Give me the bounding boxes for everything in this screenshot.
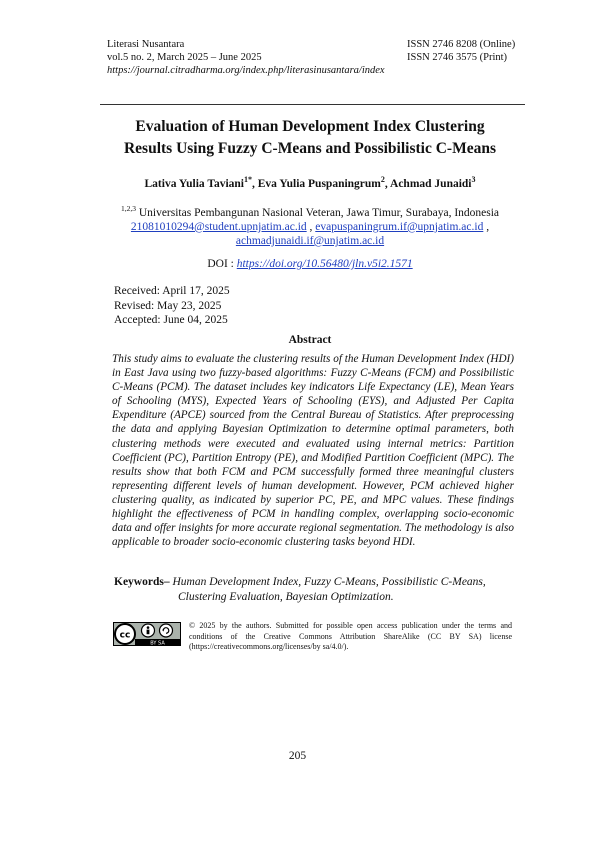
abstract-heading: Abstract xyxy=(288,334,332,346)
keywords-line-1 xyxy=(114,574,486,591)
journal-url[interactable]: https://journal.citradharma.org/index.php/literasinusantara/index xyxy=(107,65,385,76)
author-3-sup: 3 xyxy=(471,175,476,184)
email-sep-2: , xyxy=(483,220,490,233)
email-link-3[interactable]: achmadjunaidi.if@unjatim.ac.id xyxy=(235,234,385,247)
running-header-left xyxy=(107,38,385,77)
author-3: Achmad Junaidi xyxy=(390,177,472,190)
issn-print: ISSN 2746 3575 (Print) xyxy=(407,52,508,63)
issue-info: vol.5 no. 2, March 2025 – June 2025 xyxy=(107,52,262,63)
author-list xyxy=(60,175,560,190)
issn-online: ISSN 2746 8208 (Online) xyxy=(407,39,516,50)
email-link-1[interactable]: 21081010294@student.upnjatim.ac.id xyxy=(130,220,307,233)
doi-label: DOI : xyxy=(207,258,237,270)
author-sep-2: , xyxy=(384,177,391,190)
keywords-label: Keywords– xyxy=(114,576,170,588)
running-header-right xyxy=(407,38,515,64)
keywords-text-1: Human Development Index, Fuzzy C-Means, Possibilistic C-Means, xyxy=(169,576,486,588)
author-sep-1: , xyxy=(252,177,258,190)
doi-line xyxy=(60,258,560,270)
svg-text:cc: cc xyxy=(119,630,131,641)
received-date: Received: April 17, 2025 xyxy=(114,285,230,297)
email-link-2[interactable]: evapuspaningrum.if@upnjatim.ac.id xyxy=(315,220,484,233)
title-line-1: Evaluation of Human Development Index Clustering xyxy=(135,118,485,135)
revised-date: Revised: May 23, 2025 xyxy=(114,299,222,312)
page-number: 205 xyxy=(288,750,307,762)
title-line-2: Results Using Fuzzy C-Means and Possibilistic C-Means xyxy=(123,140,496,157)
cc-by-sa-badge[interactable] xyxy=(113,622,181,646)
paper-title xyxy=(60,116,560,160)
abstract-body: This study aims to evaluate the clustering results of the Human Development Index (HDI) in East Java using two fuzzy-based algorithms: Fuzzy C-Means (FCM) and Possibilistic C-Means (PCM). The dataset includes key indicators Life Expectancy (LE), Mean Years of Schooling (MYS), Expected Years of Schooling (EYS), and Adjusted Per Capita Expenditure (APCE) sourced from the Central Bureau of Statistics. After preprocessing the data and applying Bayesian Optimization to determine optimal parameters, both clustering methods were executed and evaluated using internal metrics: Partition Coefficient (PC), Partition Entropy (PE), and Modified Partition Coefficient (MPC). The results show that both FCM and PCM successfully formed three meaningful clusters representing different levels of human development. However, PCM achieved higher clustering quality, as indicated by superior PC, PE, and MPC values. These findings highlight the effectiveness of PCM in handling complex, overlapping socio-economic data and offer insights for more accurate regional segmentation. The methodology is also applicable to broader socio-economic clustering tasks beyond HDI. xyxy=(112,353,514,549)
journal-name: Literasi Nusantara xyxy=(107,39,185,50)
author-2-sup: 2 xyxy=(380,175,385,184)
affiliation-block xyxy=(60,202,560,248)
email-sep-1: , xyxy=(306,220,316,233)
author-1-sup: 1* xyxy=(244,175,252,184)
doi-link[interactable]: https://doi.org/10.56480/jln.v5i2.1571 xyxy=(236,258,413,270)
affiliation-sup: 1,2,3 xyxy=(120,204,136,213)
affiliation-text: Universitas Pembangunan Nasional Veteran, Jawa Timur, Surabaya, Indonesia xyxy=(135,206,500,219)
submission-dates xyxy=(114,284,230,328)
license-notice: © 2025 by the authors. Submitted for possible open access publication under the terms and conditions of the Creative Commons Attribution ShareAlike (CC BY SA) license (https://creativecommons.org/licenses/by sa/4.0/). xyxy=(189,621,512,651)
cc-license-icon xyxy=(113,622,181,646)
accepted-date: Accepted: June 04, 2025 xyxy=(114,314,228,326)
header-divider xyxy=(100,104,525,105)
cc-badge-text: BY SA xyxy=(150,640,165,646)
keywords-text-2: Clustering Evaluation, Bayesian Optimization. xyxy=(178,591,394,603)
author-1: Lativa Yulia Taviani xyxy=(144,177,244,190)
author-2: Eva Yulia Puspaningrum xyxy=(257,177,381,190)
